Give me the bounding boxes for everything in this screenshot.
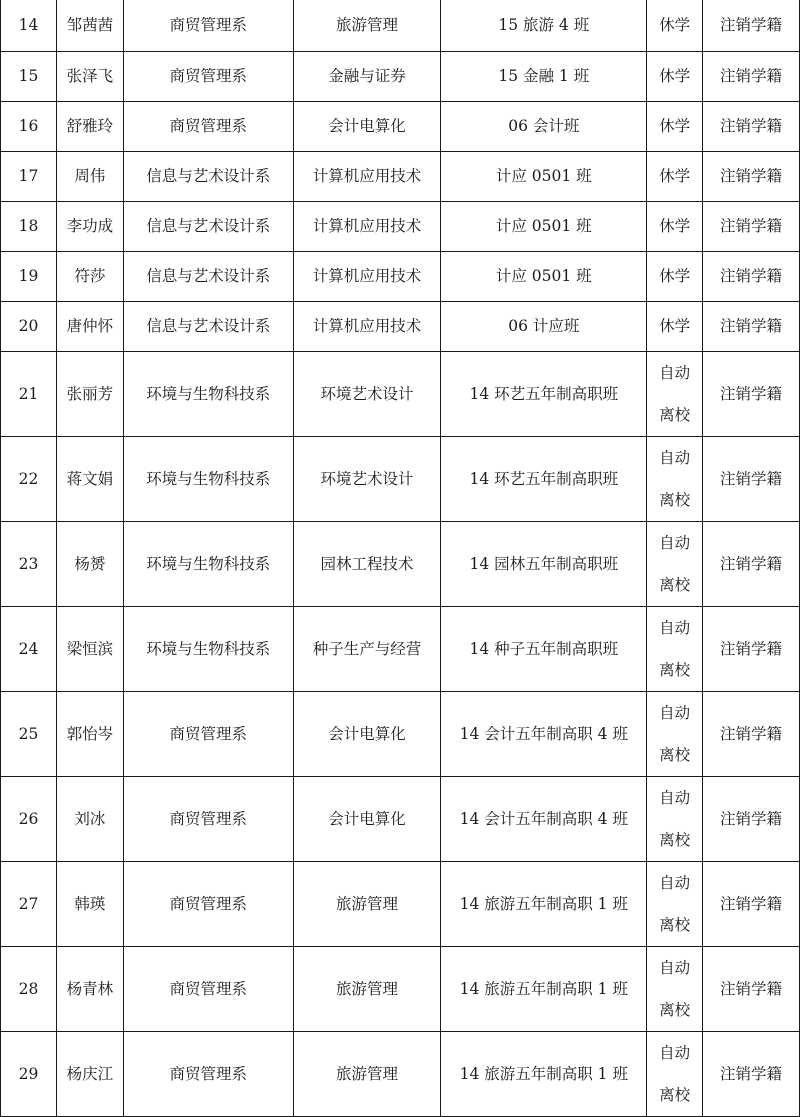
class-cell: 06 计应班 — [441, 302, 647, 352]
student-name-cell: 周伟 — [56, 152, 123, 202]
status-text: 自动 — [659, 449, 691, 467]
status-cell — [647, 302, 703, 352]
table-row — [1, 607, 800, 692]
status-cell — [647, 607, 703, 692]
action-cell: 注销学籍 — [703, 152, 800, 202]
department-cell: 商贸管理系 — [123, 947, 293, 1032]
action-cell: 注销学籍 — [703, 522, 800, 607]
department-cell: 信息与艺术设计系 — [123, 302, 293, 352]
student-name-cell: 舒雅玲 — [56, 102, 123, 152]
action-cell: 注销学籍 — [703, 102, 800, 152]
major-cell: 计算机应用技术 — [293, 252, 441, 302]
student-name-cell: 杨赟 — [56, 522, 123, 607]
major-cell: 旅游管理 — [293, 0, 441, 52]
action-cell: 注销学籍 — [703, 202, 800, 252]
class-cell: 14 旅游五年制高职 1 班 — [441, 862, 647, 947]
major-cell: 旅游管理 — [293, 1032, 441, 1117]
table-row — [1, 522, 800, 607]
row-number-cell: 26 — [1, 777, 57, 862]
major-cell: 种子生产与经营 — [293, 607, 441, 692]
row-number-cell: 16 — [1, 102, 57, 152]
status-text: 自动 — [659, 789, 691, 807]
table-row — [1, 302, 800, 352]
status-text: 离校 — [659, 1001, 691, 1019]
status-text: 自动 — [659, 534, 691, 552]
action-cell: 注销学籍 — [703, 862, 800, 947]
row-number-cell: 28 — [1, 947, 57, 1032]
table-row — [1, 777, 800, 862]
status-cell — [647, 352, 703, 437]
status-text: 离校 — [659, 661, 691, 679]
major-cell: 环境艺术设计 — [293, 352, 441, 437]
action-cell: 注销学籍 — [703, 777, 800, 862]
major-cell: 会计电算化 — [293, 777, 441, 862]
row-number-cell: 18 — [1, 202, 57, 252]
status-text: 自动 — [659, 959, 691, 977]
table-row — [1, 202, 800, 252]
department-cell: 信息与艺术设计系 — [123, 152, 293, 202]
class-cell: 14 园林五年制高职班 — [441, 522, 647, 607]
department-cell: 环境与生物科技系 — [123, 607, 293, 692]
status-text: 休学 — [659, 317, 691, 335]
status-text: 自动 — [659, 364, 691, 382]
row-number-cell: 22 — [1, 437, 57, 522]
student-name-cell: 刘冰 — [56, 777, 123, 862]
major-cell: 环境艺术设计 — [293, 437, 441, 522]
status-cell — [647, 692, 703, 777]
row-number-cell: 23 — [1, 522, 57, 607]
class-cell: 计应 0501 班 — [441, 252, 647, 302]
status-text: 自动 — [659, 874, 691, 892]
department-cell: 商贸管理系 — [123, 862, 293, 947]
status-text: 休学 — [659, 67, 691, 85]
action-cell: 注销学籍 — [703, 52, 800, 102]
department-cell: 环境与生物科技系 — [123, 352, 293, 437]
status-text: 离校 — [659, 831, 691, 849]
major-cell: 旅游管理 — [293, 947, 441, 1032]
action-cell: 注销学籍 — [703, 302, 800, 352]
table-row — [1, 437, 800, 522]
major-cell: 会计电算化 — [293, 102, 441, 152]
department-cell: 商贸管理系 — [123, 0, 293, 52]
action-cell: 注销学籍 — [703, 352, 800, 437]
status-text: 自动 — [659, 619, 691, 637]
major-cell: 计算机应用技术 — [293, 202, 441, 252]
status-text: 离校 — [659, 916, 691, 934]
student-name-cell: 张泽飞 — [56, 52, 123, 102]
status-text: 休学 — [659, 217, 691, 235]
status-cell — [647, 1032, 703, 1117]
department-cell: 商贸管理系 — [123, 777, 293, 862]
action-cell: 注销学籍 — [703, 1032, 800, 1117]
status-cell — [647, 862, 703, 947]
status-cell — [647, 777, 703, 862]
status-text: 休学 — [659, 16, 691, 34]
department-cell: 环境与生物科技系 — [123, 522, 293, 607]
class-cell: 14 旅游五年制高职 1 班 — [441, 947, 647, 1032]
major-cell: 旅游管理 — [293, 862, 441, 947]
table-row — [1, 352, 800, 437]
table-row — [1, 252, 800, 302]
major-cell: 计算机应用技术 — [293, 152, 441, 202]
status-text: 休学 — [659, 167, 691, 185]
class-cell: 14 种子五年制高职班 — [441, 607, 647, 692]
student-name-cell: 李功成 — [56, 202, 123, 252]
status-text: 离校 — [659, 576, 691, 594]
status-cell — [647, 52, 703, 102]
class-cell: 14 会计五年制高职 4 班 — [441, 777, 647, 862]
row-number-cell: 15 — [1, 52, 57, 102]
action-cell: 注销学籍 — [703, 252, 800, 302]
class-cell: 15 旅游 4 班 — [441, 0, 647, 52]
status-cell — [647, 202, 703, 252]
class-cell: 06 会计班 — [441, 102, 647, 152]
row-number-cell: 17 — [1, 152, 57, 202]
table-row — [1, 692, 800, 777]
row-number-cell: 25 — [1, 692, 57, 777]
major-cell: 计算机应用技术 — [293, 302, 441, 352]
action-cell: 注销学籍 — [703, 947, 800, 1032]
class-cell: 15 金融 1 班 — [441, 52, 647, 102]
table-row — [1, 52, 800, 102]
student-name-cell: 梁恒滨 — [56, 607, 123, 692]
student-name-cell: 杨青林 — [56, 947, 123, 1032]
student-name-cell: 唐仲怀 — [56, 302, 123, 352]
major-cell: 园林工程技术 — [293, 522, 441, 607]
major-cell: 会计电算化 — [293, 692, 441, 777]
student-name-cell: 张丽芳 — [56, 352, 123, 437]
department-cell: 商贸管理系 — [123, 692, 293, 777]
action-cell: 注销学籍 — [703, 0, 800, 52]
row-number-cell: 14 — [1, 0, 57, 52]
department-cell: 商贸管理系 — [123, 1032, 293, 1117]
department-cell: 商贸管理系 — [123, 52, 293, 102]
student-name-cell: 符莎 — [56, 252, 123, 302]
major-cell: 金融与证券 — [293, 52, 441, 102]
row-number-cell: 27 — [1, 862, 57, 947]
student-name-cell: 杨庆江 — [56, 1032, 123, 1117]
status-cell — [647, 102, 703, 152]
class-cell: 14 会计五年制高职 4 班 — [441, 692, 647, 777]
row-number-cell: 24 — [1, 607, 57, 692]
action-cell: 注销学籍 — [703, 607, 800, 692]
action-cell: 注销学籍 — [703, 437, 800, 522]
table-row — [1, 862, 800, 947]
row-number-cell: 29 — [1, 1032, 57, 1117]
department-cell: 环境与生物科技系 — [123, 437, 293, 522]
department-cell: 信息与艺术设计系 — [123, 202, 293, 252]
table-row — [1, 0, 800, 52]
status-text: 离校 — [659, 491, 691, 509]
department-cell: 信息与艺术设计系 — [123, 252, 293, 302]
class-cell: 计应 0501 班 — [441, 202, 647, 252]
student-name-cell: 邹茜茜 — [56, 0, 123, 52]
class-cell: 计应 0501 班 — [441, 152, 647, 202]
table-body — [1, 0, 800, 1117]
status-cell — [647, 522, 703, 607]
status-cell — [647, 252, 703, 302]
row-number-cell: 21 — [1, 352, 57, 437]
status-text: 休学 — [659, 267, 691, 285]
department-cell: 商贸管理系 — [123, 102, 293, 152]
class-cell: 14 旅游五年制高职 1 班 — [441, 1032, 647, 1117]
status-text: 离校 — [659, 1086, 691, 1104]
status-cell — [647, 437, 703, 522]
status-text: 离校 — [659, 746, 691, 764]
row-number-cell: 19 — [1, 252, 57, 302]
status-cell — [647, 0, 703, 52]
class-cell: 14 环艺五年制高职班 — [441, 437, 647, 522]
action-cell: 注销学籍 — [703, 692, 800, 777]
status-cell — [647, 947, 703, 1032]
table-row — [1, 947, 800, 1032]
status-text: 自动 — [659, 1044, 691, 1062]
status-text: 自动 — [659, 704, 691, 722]
student-name-cell: 郭怡岑 — [56, 692, 123, 777]
table-row — [1, 152, 800, 202]
status-text: 离校 — [659, 406, 691, 424]
status-cell — [647, 152, 703, 202]
row-number-cell: 20 — [1, 302, 57, 352]
student-name-cell: 蒋文娟 — [56, 437, 123, 522]
table-row — [1, 1032, 800, 1117]
class-cell: 14 环艺五年制高职班 — [441, 352, 647, 437]
status-text: 休学 — [659, 117, 691, 135]
student-name-cell: 韩瑛 — [56, 862, 123, 947]
table-row — [1, 102, 800, 152]
